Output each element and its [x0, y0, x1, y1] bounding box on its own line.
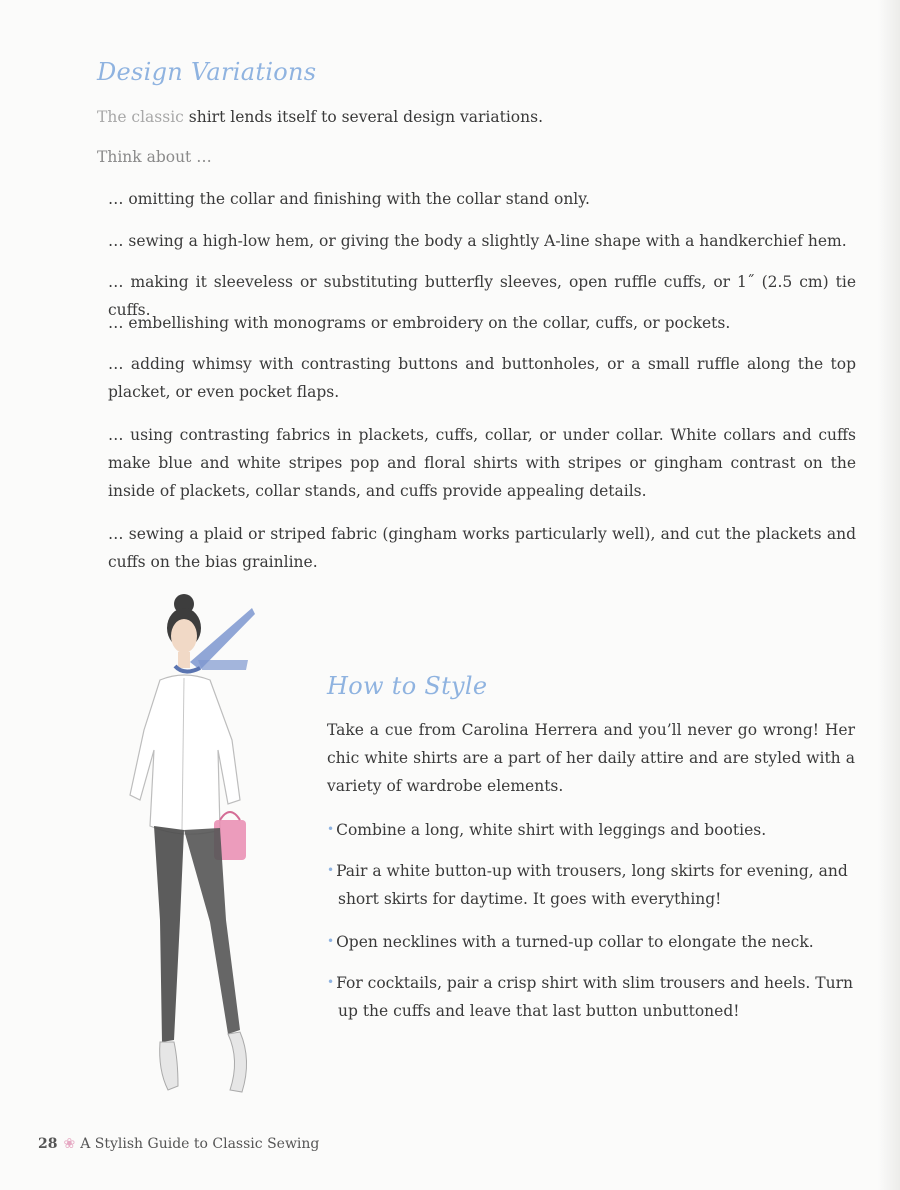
bullet-icon: •	[327, 863, 335, 877]
variation-item: … making it sleeveless or substituting butterfly sleeves, open ruffle cuffs, or 1˝ (2.5 cm) tie cuffs.	[108, 273, 856, 319]
page-number: 28	[38, 1136, 58, 1152]
style-bullet-text: Combine a long, white shirt with leggings and booties.	[336, 821, 767, 839]
style-intro-paragraph: Take a cue from Carolina Herrera and you’ll never go wrong! Her chic white shirts are a part of her daily attire and are styled with a variety of wardrobe elements.	[327, 721, 855, 795]
flower-icon: ❀	[63, 1136, 76, 1152]
style-bullet-item	[327, 856, 855, 913]
variation-item: … sewing a plaid or striped fabric (gingham works particularly well), and cut the plackets and cuffs on the bias grainline.	[108, 525, 856, 571]
page-footer	[38, 1136, 319, 1152]
style-bullet-item	[327, 927, 855, 956]
style-bullet-text: Open necklines with a turned-up collar to elongate the neck.	[336, 933, 814, 951]
variation-item: … sewing a high-low hem, or giving the body a slightly A-line shape with a handkerchief hem.	[108, 232, 847, 250]
bullet-icon: •	[327, 975, 335, 989]
section-heading-how-to-style: How to Style	[327, 672, 488, 700]
page-edge	[878, 0, 900, 1190]
fashion-figure-icon	[120, 590, 280, 1120]
style-bullet-text: For cocktails, pair a crisp shirt with slim trousers and heels. Turn up the cuffs and leave that last button unbuttoned!	[336, 974, 853, 1020]
variation-item: … omitting the collar and finishing with the collar stand only.	[108, 190, 590, 208]
book-title: A Stylish Guide to Classic Sewing	[80, 1136, 320, 1152]
variation-item: … using contrasting fabrics in plackets, cuffs, collar, or under collar. White collars and cuffs make blue and white stripes pop and floral shirts with stripes or gingham contrast on the inside of plackets, collar stands, and cuffs provide appealing details.	[108, 426, 856, 500]
intro-lead-text: The classic	[97, 108, 184, 126]
style-bullet-text: Pair a white button-up with trousers, long skirts for evening, and short skirts for daytime. It goes with everything!	[336, 862, 848, 908]
section-heading-design-variations: Design Variations	[97, 58, 317, 86]
bullet-icon: •	[327, 822, 335, 836]
variation-item: … embellishing with monograms or embroidery on the collar, cuffs, or pockets.	[108, 314, 731, 332]
bullet-icon: •	[327, 934, 335, 948]
style-bullet-item	[327, 815, 855, 844]
variation-item: … adding whimsy with contrasting buttons and buttonholes, or a small ruffle along the top placket, or even pocket flaps.	[108, 355, 856, 401]
think-about-label: Think about …	[97, 148, 212, 166]
intro-rest-text: shirt lends itself to several design variations.	[183, 108, 544, 126]
intro-paragraph	[97, 103, 543, 131]
style-bullet-item	[327, 968, 855, 1025]
